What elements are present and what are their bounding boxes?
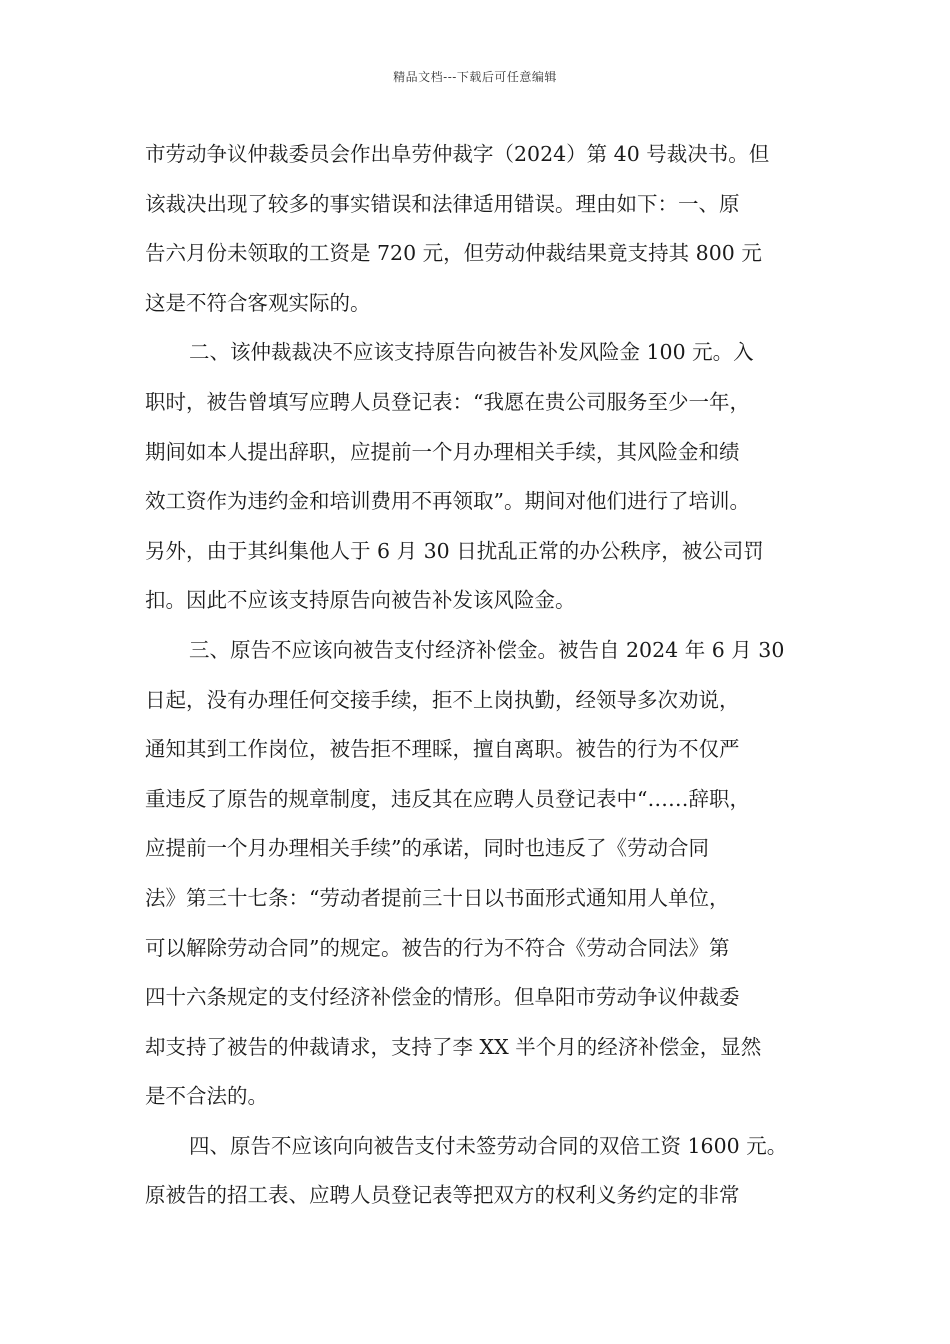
body-line: 告六月份未领取的工资是 720 元，但劳动仲裁结果竟支持其 800 元 [145, 241, 762, 266]
body-line: 四十六条规定的支付经济补偿金的情形。但阜阳市劳动争议仲裁委 [145, 985, 740, 1010]
body-line: 却支持了被告的仲裁请求，支持了李 XX 半个月的经济补偿金，显然 [145, 1034, 762, 1059]
body-line: 应提前一个月办理相关手续”的承诺，同时也违反了《劳动合同 [145, 836, 709, 861]
paragraph-start-line: 三、原告不应该向被告支付经济补偿金。被告自 2024 年 6 月 30 [189, 637, 785, 662]
body-line: 该裁决出现了较多的事实错误和法律适用错误。理由如下：一、原 [145, 191, 740, 216]
body-line: 是不合法的。 [145, 1084, 268, 1109]
body-line: 这是不符合客观实际的。 [145, 290, 371, 315]
body-line: 市劳动争议仲裁委员会作出阜劳仲裁字（2024）第 40 号裁决书。但 [145, 142, 770, 166]
body-line: 可以解除劳动合同”的规定。被告的行为不符合《劳动合同法》第 [145, 935, 730, 960]
page-header: 精品文档---下载后可任意编辑 [393, 70, 557, 84]
body-line: 扣。因此不应该支持原告向被告补发该风险金。 [145, 588, 576, 613]
body-line: 日起，没有办理任何交接手续，拒不上岗执勤，经领导多次劝说， [145, 687, 740, 712]
body-line: 法》第三十七条：“劳动者提前三十日以书面形式通知用人单位， [145, 885, 730, 910]
body-line: 期间如本人提出辞职，应提前一个月办理相关手续，其风险金和绩 [145, 439, 740, 464]
body-line: 效工资作为违约金和培训费用不再领取”。期间对他们进行了培训。 [145, 489, 750, 514]
paragraph-start-line: 四、原告不应该向向被告支付未签劳动合同的双倍工资 1600 元。 [189, 1133, 788, 1158]
body-line: 原被告的招工表、应聘人员登记表等把双方的权利义务约定的非常 [145, 1183, 740, 1208]
document-body [145, 130, 815, 1221]
paragraph-start-line: 二、该仲裁裁决不应该支持原告向被告补发风险金 100 元。入 [189, 340, 754, 365]
body-line: 通知其到工作岗位，被告拒不理睬，擅自离职。被告的行为不仅严 [145, 737, 740, 762]
body-line: 职时，被告曾填写应聘人员登记表：“我愿在贵公司服务至少一年， [145, 389, 750, 414]
body-line: 另外，由于其纠集他人于 6 月 30 日扰乱正常的办公秩序，被公司罚 [145, 538, 764, 563]
body-line: 重违反了原告的规章制度，违反其在应聘人员登记表中“……辞职， [145, 786, 750, 811]
